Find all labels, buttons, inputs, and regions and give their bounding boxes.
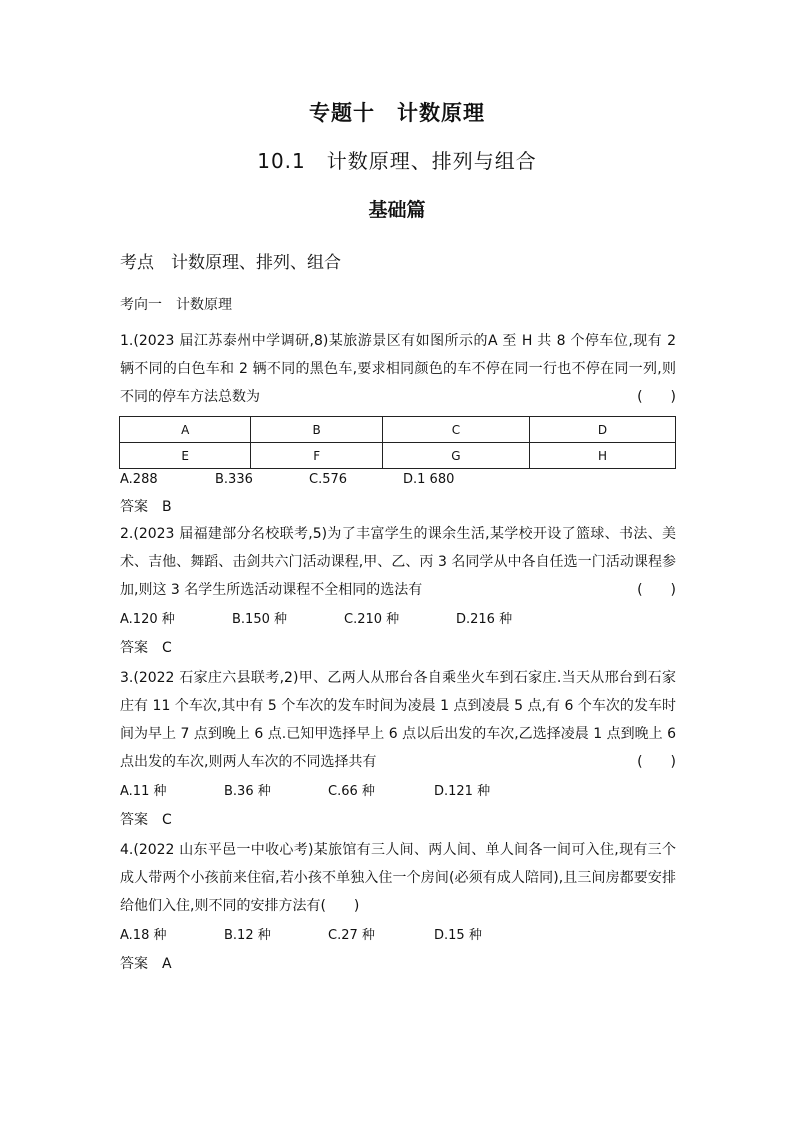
answer-label: 答案 <box>120 812 148 828</box>
table-cell: G <box>382 443 529 469</box>
question-3-answer <box>120 810 172 830</box>
table-cell: C <box>382 417 529 443</box>
option-d: D.216 种 <box>456 612 513 627</box>
question-1-answer <box>120 497 172 517</box>
option-d: D.1 680 <box>403 472 455 487</box>
answer-label: 答案 <box>120 499 148 515</box>
table-row <box>120 443 676 469</box>
option-a: A.288 <box>120 472 158 487</box>
level-title: 基础篇 <box>368 199 426 221</box>
option-a: A.11 种 <box>120 784 167 799</box>
question-1-options <box>120 470 454 490</box>
option-a: A.18 种 <box>120 928 167 943</box>
question-1-answer-blank: ( ) <box>637 389 676 405</box>
question-4-text: 4.(2022 山东平邑一中收心考)某旅馆有三人间、两人间、单人间各一间可入住,现有三个成人带两个小孩前来住宿,若小孩不单独入住一个房间(必须有成人陪同),且三间房都要安排给他们入住,则不同的安排方法有( ) <box>120 842 676 914</box>
section-title: 10.1 计数原理、排列与组合 <box>257 149 537 173</box>
option-c: C.27 种 <box>328 928 375 943</box>
question-2-answer <box>120 638 172 658</box>
table-cell: D <box>529 417 675 443</box>
option-a: A.120 种 <box>120 612 175 627</box>
answer-value: C <box>162 640 172 656</box>
question-2-text: 2.(2023 届福建部分名校联考,5)为了丰富学生的课余生活,某学校开设了篮球、书法、美术、吉他、舞蹈、击剑共六门活动课程,甲、乙、丙 3 名同学从中各自任选一门活动课程参加,则这 3 名学生所选活动课程不全相同的选法有 <box>120 526 676 598</box>
question-1-text: 1.(2023 届江苏泰州中学调研,8)某旅游景区有如图所示的A 至 H 共 8 个停车位,现有 2 辆不同的白色车和 2 辆不同的黑色车,要求相同颜色的车不停在同一行也不停在同一列,则不同的停车方法总数为 <box>120 333 676 405</box>
question-3-answer-blank: ( ) <box>637 754 676 770</box>
exam-point-heading: 考点 计数原理、排列、组合 <box>120 253 341 273</box>
answer-value: A <box>162 956 172 972</box>
option-d: D.15 种 <box>434 928 482 943</box>
table-cell: F <box>251 443 383 469</box>
question-3-text: 3.(2022 石家庄六县联考,2)甲、乙两人从邢台各自乘坐火车到石家庄.当天从邢台到石家庄有 11 个车次,其中有 5 个车次的发车时间为凌晨 1 点到凌晨 5 点,有 6 个车次的发车时间为早上 7 点到晚上 6 点.已知甲选择早上 6 点以后出发的车次,乙选择凌晨 1 点到晚上 6 点出发的车次,则两人车次的不同选择共有 <box>120 670 676 770</box>
option-b: B.150 种 <box>232 612 287 627</box>
answer-label: 答案 <box>120 640 148 656</box>
chapter-title: 专题十 计数原理 <box>309 101 485 125</box>
option-c: C.576 <box>309 472 348 487</box>
option-b: B.36 种 <box>224 784 271 799</box>
question-4-answer <box>120 954 172 974</box>
table-cell: B <box>251 417 383 443</box>
table-cell: A <box>120 417 251 443</box>
option-b: B.12 种 <box>224 928 271 943</box>
direction-heading: 考向一 计数原理 <box>120 297 232 313</box>
answer-value: C <box>162 812 172 828</box>
parking-table <box>119 416 676 469</box>
table-cell: E <box>120 443 251 469</box>
answer-value: B <box>162 499 172 515</box>
table-row <box>120 417 676 443</box>
table-cell: H <box>529 443 675 469</box>
answer-label: 答案 <box>120 956 148 972</box>
question-2-answer-blank: ( ) <box>637 582 676 598</box>
question-4-options <box>120 926 482 946</box>
option-c: C.66 种 <box>328 784 375 799</box>
question-3-options <box>120 782 490 802</box>
option-c: C.210 种 <box>344 612 400 627</box>
option-d: D.121 种 <box>434 784 491 799</box>
option-b: B.336 <box>215 472 253 487</box>
question-2-options <box>120 610 512 630</box>
